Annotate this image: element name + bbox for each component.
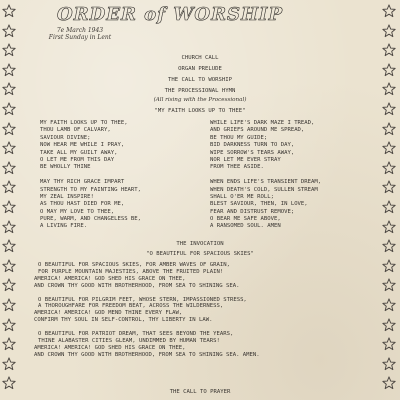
hymn-line: FEAR AND DISTRUST REMOVE; <box>210 208 295 215</box>
hymn-line: NOR LET ME EVER STRAY <box>210 156 281 163</box>
hymn-line: MAY THY RICH GRACE IMPART <box>40 179 125 186</box>
hymn-line: AND CROWN THY GOOD WITH BROTHERHOOD, FROM SEA TO SHINING SEA. AMEN. <box>34 351 260 358</box>
hymn-line: MY ZEAL INSPIRE! <box>40 193 94 200</box>
hymn-line: AMERICA! AMERICA! GOD SHED HIS GRACE ON THEE, <box>34 275 186 282</box>
hymn-line: O BEAUTIFUL FOR PILGRIM FEET, WHOSE STERN, IMPASSIONED STRESS, <box>38 296 247 303</box>
hymn-line: WHEN DEATH'S COLD, SULLEN STREAM <box>210 186 318 193</box>
star-outline-icon <box>2 200 16 214</box>
hymn-title-o-beautiful: "O BEAUTIFUL FOR SPACIOUS SKIES" <box>146 251 254 257</box>
hymn-line: A RANSOMED SOUL. AMEN <box>210 223 281 230</box>
hymn-line: BLEST SAVIOUR, THEN, IN LOVE, <box>210 201 308 208</box>
hymn1-right-column <box>210 120 390 231</box>
hymn-line: BE WHOLLY THINE <box>40 164 91 171</box>
star-outline-icon <box>2 4 16 18</box>
hymn-line: NOW HEAR ME WHILE I PRAY, <box>40 142 125 149</box>
hymn-line: O LET ME FROM THIS DAY <box>40 156 115 163</box>
star-outline-icon <box>2 180 16 194</box>
star-outline-icon <box>382 24 396 38</box>
hymn-line: AND CROWN THY GOOD WITH BROTHERHOOD, FROM SEA TO SHINING SEA. <box>34 282 240 289</box>
hymn-line: O BEAR ME SAFE ABOVE, <box>210 216 281 223</box>
hymn-line: THOU LAMB OF CALVARY, <box>40 127 111 134</box>
hymn-line: CONFIRM THY SOUL IN SELF-CONTROL, THY LIBERTY IN LAW. <box>34 317 213 324</box>
hymn-line: AND GRIEFS AROUND ME SPREAD, <box>210 127 305 134</box>
hymn-line: THINE ALABASTER CITIES GLEAM, UNDIMMED BY HUMAN TEARS! <box>38 337 220 344</box>
order-item-organ-prelude: ORGAN PRELUDE <box>178 66 222 72</box>
invocation-heading: THE INVOCATION <box>176 241 224 247</box>
hymn-line: SAVIOUR DIVINE; <box>40 134 91 141</box>
hymn-line: BID DARKNESS TURN TO DAY, <box>210 142 295 149</box>
hymn-title-my-faith: "MY FAITH LOOKS UP TO THEE" <box>154 108 246 114</box>
service-date: 7e March 1943 <box>56 27 104 34</box>
hymn-line: AMERICA! AMERICA! GOD MEND THINE EVERY FLAW, <box>34 310 183 317</box>
hymn-line: A LIVING FIRE. <box>40 223 88 230</box>
service-occasion: First Sunday in Lent <box>48 34 112 41</box>
hymn-line <box>40 172 220 179</box>
star-outline-icon <box>2 161 16 175</box>
hymn-line <box>210 172 390 179</box>
hymn-line: BE THOU MY GUIDE; <box>210 134 268 141</box>
order-item-processional-hymn: THE PROCESSIONAL HYMN <box>164 88 236 94</box>
hymn-line: AS THOU HAST DIED FOR ME, <box>40 201 125 208</box>
hymn-line: SHALL O'ER ME ROLL; <box>210 193 274 200</box>
hymn-line: O BEAUTIFUL FOR PATRIOT DREAM, THAT SEES BEYOND THE YEARS, <box>38 331 234 337</box>
star-outline-icon <box>2 141 16 155</box>
hymn-line: TAKE ALL MY GUILT AWAY, <box>40 149 118 156</box>
hymn-line: STRENGTH TO MY FAINTING HEART, <box>40 186 142 193</box>
hymn-line: A THOROUGHFARE FOR FREEDOM BEAT, ACROSS THE WILDERNESS, <box>38 303 224 310</box>
hymn-line: MY FAITH LOOKS UP TO THEE, <box>40 120 128 126</box>
order-item-church-call: CHURCH CALL <box>181 55 219 61</box>
star-outline-icon <box>2 220 16 234</box>
hymn-line: FOR PURPLE MOUNTAIN MAJESTIES, ABOVE THE FRUITED PLAIN! <box>38 268 224 275</box>
hymn-line: WHEN ENDS LIFE'S TRANSIENT DREAM, <box>210 179 322 186</box>
hymn-line: O MAY MY LOVE TO THEE, <box>40 208 115 215</box>
hymn-line: O BEAUTIFUL FOR SPACIOUS SKIES, FOR AMBER WAVES OF GRAIN, <box>38 262 230 268</box>
hymn-line: FROM THEE ASIDE. <box>210 164 264 171</box>
hymn-line: PURE, WARM, AND CHANGELESS BE, <box>40 216 142 223</box>
star-outline-icon <box>2 122 16 136</box>
star-outline-icon <box>382 4 396 18</box>
hymn1-left-column <box>40 120 220 231</box>
order-item-call-to-prayer: THE CALL TO PRAYER <box>169 389 231 395</box>
page-title: ORDER of WORSHIP <box>56 4 284 25</box>
hymn-line: AMERICA! AMERICA! GOD SHED HIS GRACE ON THEE, <box>34 344 186 351</box>
hymn-line: WHILE LIFE'S DARK MAZE I TREAD, <box>210 120 315 126</box>
order-item-processional-note: (All rising with the Processional) <box>153 97 247 103</box>
order-item-call-to-worship: THE CALL TO WORSHIP <box>168 77 232 83</box>
hymn2-verses <box>0 262 400 362</box>
hymn-line: WIPE SORROW'S TEARS AWAY, <box>210 149 295 156</box>
